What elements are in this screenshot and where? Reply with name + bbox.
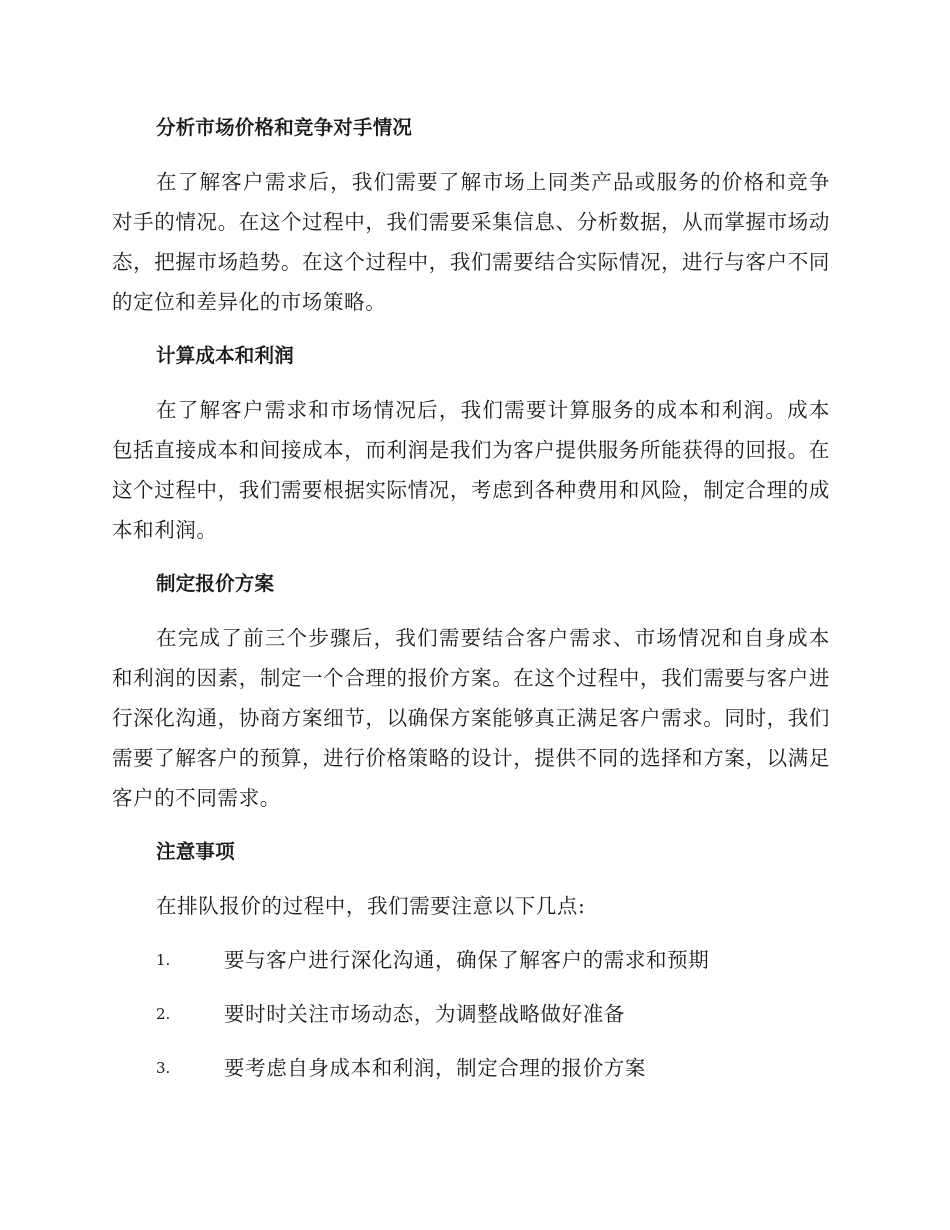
list-item-number: 1. bbox=[156, 951, 171, 969]
list-item bbox=[112, 940, 830, 980]
section-paragraph-cost-profit: 在了解客户需求和市场情况后，我们需要计算服务的成本和利润。成本包括直接成本和间接成本，而利润是我们为客户提供服务所能获得的回报。在这个过程中，我们需要根据实际情况，考虑到各种费用和风险，制定合理的成本和利润。 bbox=[112, 398, 830, 542]
list-item-text: 要考虑自身成本和利润，制定合理的报价方案 bbox=[224, 1056, 646, 1080]
notes-intro: 在排队报价的过程中，我们需要注意以下几点: bbox=[156, 894, 586, 918]
section-heading-quote-plan: 制定报价方案 bbox=[156, 572, 275, 595]
list-item bbox=[112, 1048, 830, 1088]
section-heading-notes: 注意事项 bbox=[156, 840, 235, 863]
notes-list bbox=[112, 940, 830, 1088]
document-body bbox=[112, 108, 830, 1102]
list-item-text: 要与客户进行深化沟通，确保了解客户的需求和预期 bbox=[224, 948, 710, 972]
section-paragraph-quote-plan: 在完成了前三个步骤后，我们需要结合客户需求、市场情况和自身成本和利润的因素，制定一个合理的报价方案。在这个过程中，我们需要与客户进行深化沟通，协商方案细节，以确保方案能够真正满足客户需求。同时，我们需要了解客户的预算，进行价格策略的设计，提供不同的选择和方案，以满足客户的不同需求。 bbox=[112, 626, 830, 810]
list-item-number: 3. bbox=[156, 1059, 171, 1077]
section-heading-market-analysis: 分析市场价格和竞争对手情况 bbox=[156, 116, 413, 139]
section-heading-cost-profit: 计算成本和利润 bbox=[156, 344, 294, 367]
list-item bbox=[112, 994, 830, 1034]
section-paragraph-market-analysis: 在了解客户需求后，我们需要了解市场上同类产品或服务的价格和竞争对手的情况。在这个过程中，我们需要采集信息、分析数据，从而掌握市场动态，把握市场趋势。在这个过程中，我们需要结合实际情况，进行与客户不同的定位和差异化的市场策略。 bbox=[112, 170, 830, 314]
list-item-number: 2. bbox=[156, 1005, 171, 1023]
list-item-text: 要时时关注市场动态，为调整战略做好准备 bbox=[224, 1002, 625, 1026]
